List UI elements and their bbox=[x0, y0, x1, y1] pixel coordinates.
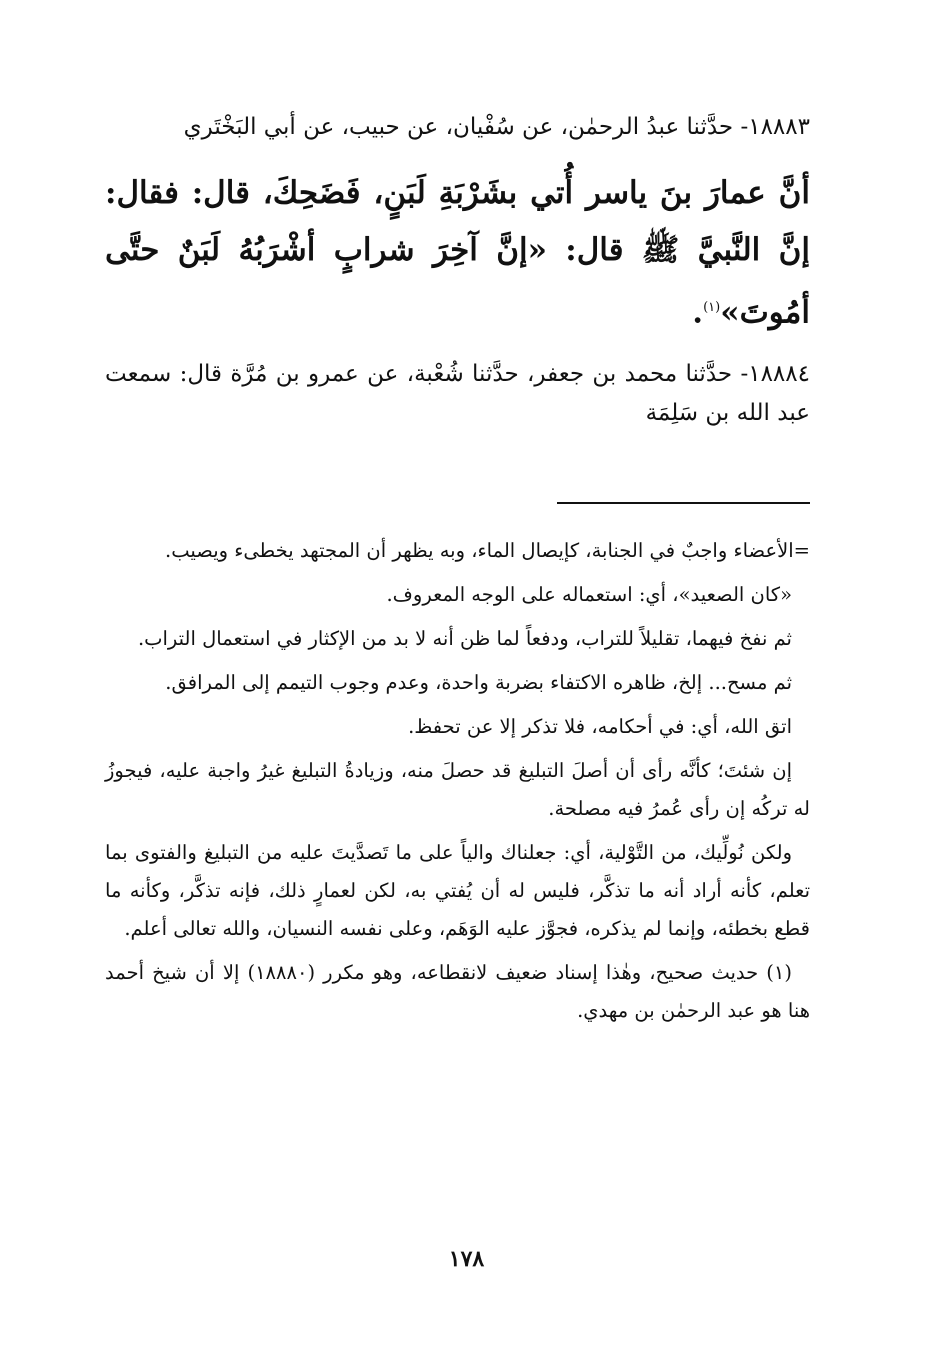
hadith-matn-text: أنَّ عمارَ بنَ ياسر أُتي بشَرْبَةِ لَبَنٍ، فَضَحِكَ، قال: فقال: إنَّ النَّبيَّ ﷺ قال: «إنَّ آخِرَ شرابٍ أشْرَبُهُ لَبَنٌ حتَّى أمُوتَ» bbox=[105, 175, 810, 331]
footnote-paragraph: اتق الله، أي: في أحكامه، فلا تذكر إلا عن تحفظ. bbox=[408, 715, 792, 738]
footnote-paragraph: ثم نفخ فيهما، تقليلاً للتراب، ودفعاً لما ظن أنه لا بد من الإكثار في استعمال التراب. bbox=[137, 627, 792, 650]
page-number: ١٧٨ bbox=[448, 1246, 485, 1272]
hadith-matn bbox=[105, 165, 810, 341]
hadith-isnad: ١٨٨٨٣- حدَّثنا عبدُ الرحمٰن، عن سُفْيان، عن حبيب، عن أبي البَخْتَري bbox=[183, 114, 810, 140]
footnote-paragraph: «كان الصعيد»، أي: استعماله على الوجه المعروف. bbox=[386, 583, 792, 606]
footnote-paragraph: ولكن نُولِّيك، من التَّوْلية، أي: جعلناك والياً على ما تَصدَّيتَ عليه من التبليغ والفتوى بما تعلم، كأنه أراد أنه ما تذكَّر، فليس له أن يُفتي به، لكن لعمارٍ ذلك، فإنه تذكَّر، وكأنه ما قطع بخطئه، وإنما لم يذكره، فجوَّز عليه الوَهَم، وعلى نفسه النسيان، والله تعالى أعلم. bbox=[105, 841, 810, 940]
footnote-paragraph: (١) حديث صحيح، وهٰذا إسناد ضعيف لانقطاعه، وهو مكرر (١٨٨٨٠) إلا أن شيخ أحمد هنا هو عبد الرحمٰن بن مهدي. bbox=[105, 961, 810, 1022]
main-text bbox=[105, 108, 810, 1022]
footnotes bbox=[105, 532, 810, 1036]
footnote-divider bbox=[557, 502, 810, 504]
footnote-paragraph: إن شئتَ؛ كأنَّه رأى أن أصلَ التبليغ قد حصلَ منه، وزيادةُ التبليغ غيرُ واجبة عليه، فيجوزُ له تركُه إن رأى عُمرُ فيه مصلحة. bbox=[105, 759, 810, 820]
hadith-matn-end: . bbox=[692, 294, 704, 331]
footnote-paragraph: =الأعضاء واجبٌ في الجنابة، كإيصال الماء، وبه يظهر أن المجتهد يخطىء ويصيب. bbox=[165, 539, 810, 562]
footnote-reference: (١) bbox=[703, 300, 721, 315]
hadith-isnad: ١٨٨٨٤- حدَّثنا محمد بن جعفر، حدَّثنا شُعْبة، عن عمرو بن مُرَّة قال: سمعت عبد الله بن سَلِمَة bbox=[105, 361, 810, 427]
footnote-paragraph: ثم مسح... إلخ، ظاهره الاكتفاء بضربة واحدة، وعدم وجوب التيمم إلى المرافق. bbox=[165, 671, 792, 694]
